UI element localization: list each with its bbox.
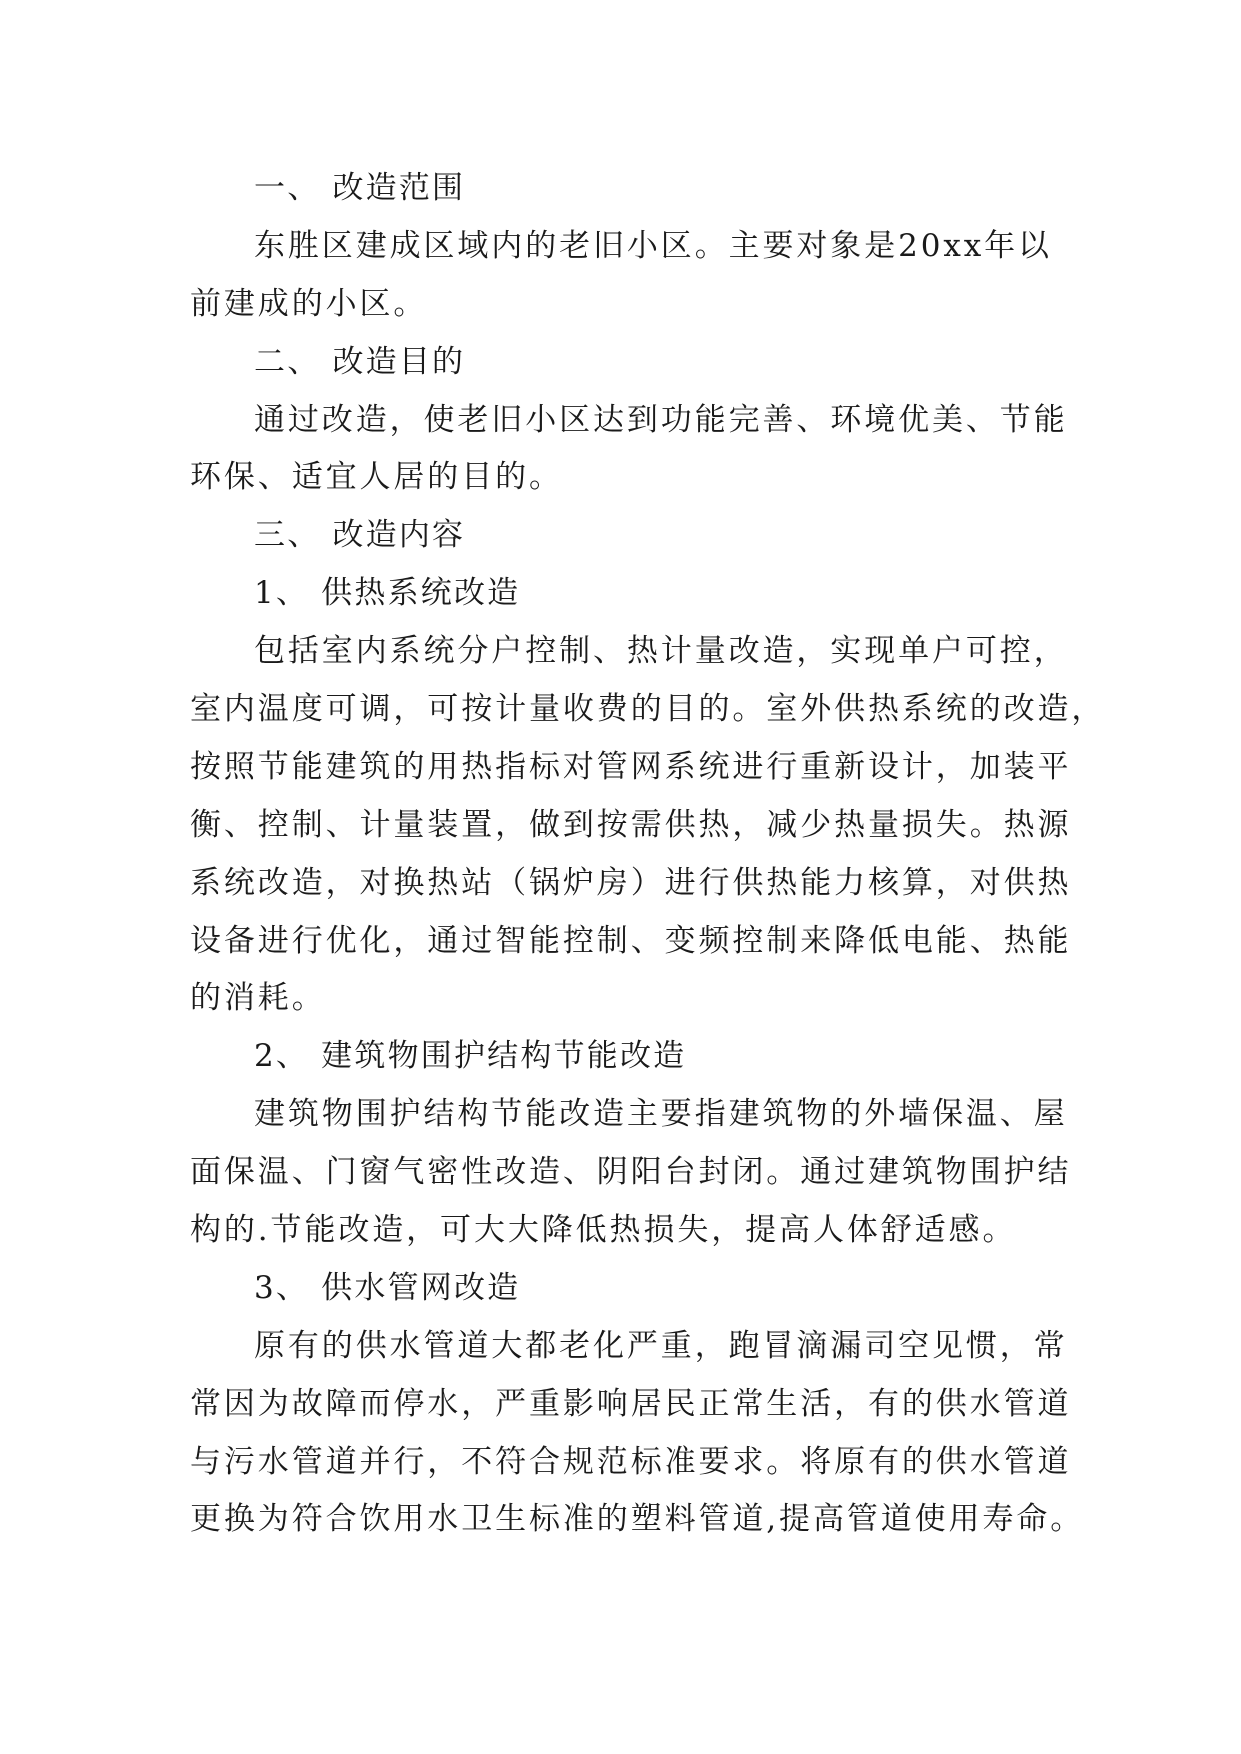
paragraph-line: 按照节能建筑的用热指标对管网系统进行重新设计，加装平	[190, 748, 1072, 785]
paragraph-line: 环保、适宜人居的目的。	[190, 459, 563, 496]
paragraph-line: 原有的供水管道大都老化严重，跑冒滴漏司空见惯，常	[254, 1327, 1068, 1364]
document-body	[190, 160, 1106, 1549]
paragraph-line: 包括室内系统分户控制、热计量改造，实现单户可控，	[254, 633, 1068, 670]
subsection-heading-heating: 1、 供热系统改造	[254, 575, 521, 612]
section-heading-purpose: 二、 改造目的	[254, 343, 466, 380]
paragraph-line: 设备进行优化，通过智能控制、变频控制来降低电能、热能	[190, 922, 1072, 959]
paragraph-line: 室内温度可调，可按计量收费的目的。室外供热系统的改造，	[190, 691, 1106, 728]
paragraph-line: 建筑物围护结构节能改造主要指建筑物的外墙保温、屋	[254, 1096, 1068, 1133]
paragraph-line: 与污水管道并行，不符合规范标准要求。将原有的供水管道	[190, 1443, 1072, 1480]
paragraph-line: 构的.节能改造，可大大降低热损失，提高人体舒适感。	[190, 1212, 1017, 1249]
paragraph-line: 面保温、门窗气密性改造、阴阳台封闭。通过建筑物围护结	[190, 1154, 1072, 1191]
paragraph-line: 更换为符合饮用水卫生标准的塑料管道,提高管道使用寿命。	[190, 1501, 1085, 1538]
paragraph-line: 常因为故障而停水，严重影响居民正常生活，有的供水管道	[190, 1385, 1072, 1422]
paragraph-line: 通过改造，使老旧小区达到功能完善、环境优美、节能	[254, 401, 1068, 438]
subsection-heading-envelope: 2、 建筑物围护结构节能改造	[254, 1038, 687, 1075]
subsection-heading-water: 3、 供水管网改造	[254, 1269, 521, 1306]
paragraph-line: 东胜区建成区域内的老旧小区。主要对象是20xx年以	[254, 227, 1052, 264]
section-heading-content: 三、 改造内容	[254, 517, 466, 554]
paragraph-line: 前建成的小区。	[190, 285, 428, 322]
section-heading-scope: 一、 改造范围	[254, 170, 466, 206]
paragraph-line: 的消耗。	[190, 980, 326, 1017]
paragraph-line: 衡、控制、计量装置，做到按需供热，减少热量损失。热源	[190, 806, 1072, 843]
paragraph-line: 系统改造，对换热站（锅炉房）进行供热能力核算，对供热	[190, 864, 1072, 901]
